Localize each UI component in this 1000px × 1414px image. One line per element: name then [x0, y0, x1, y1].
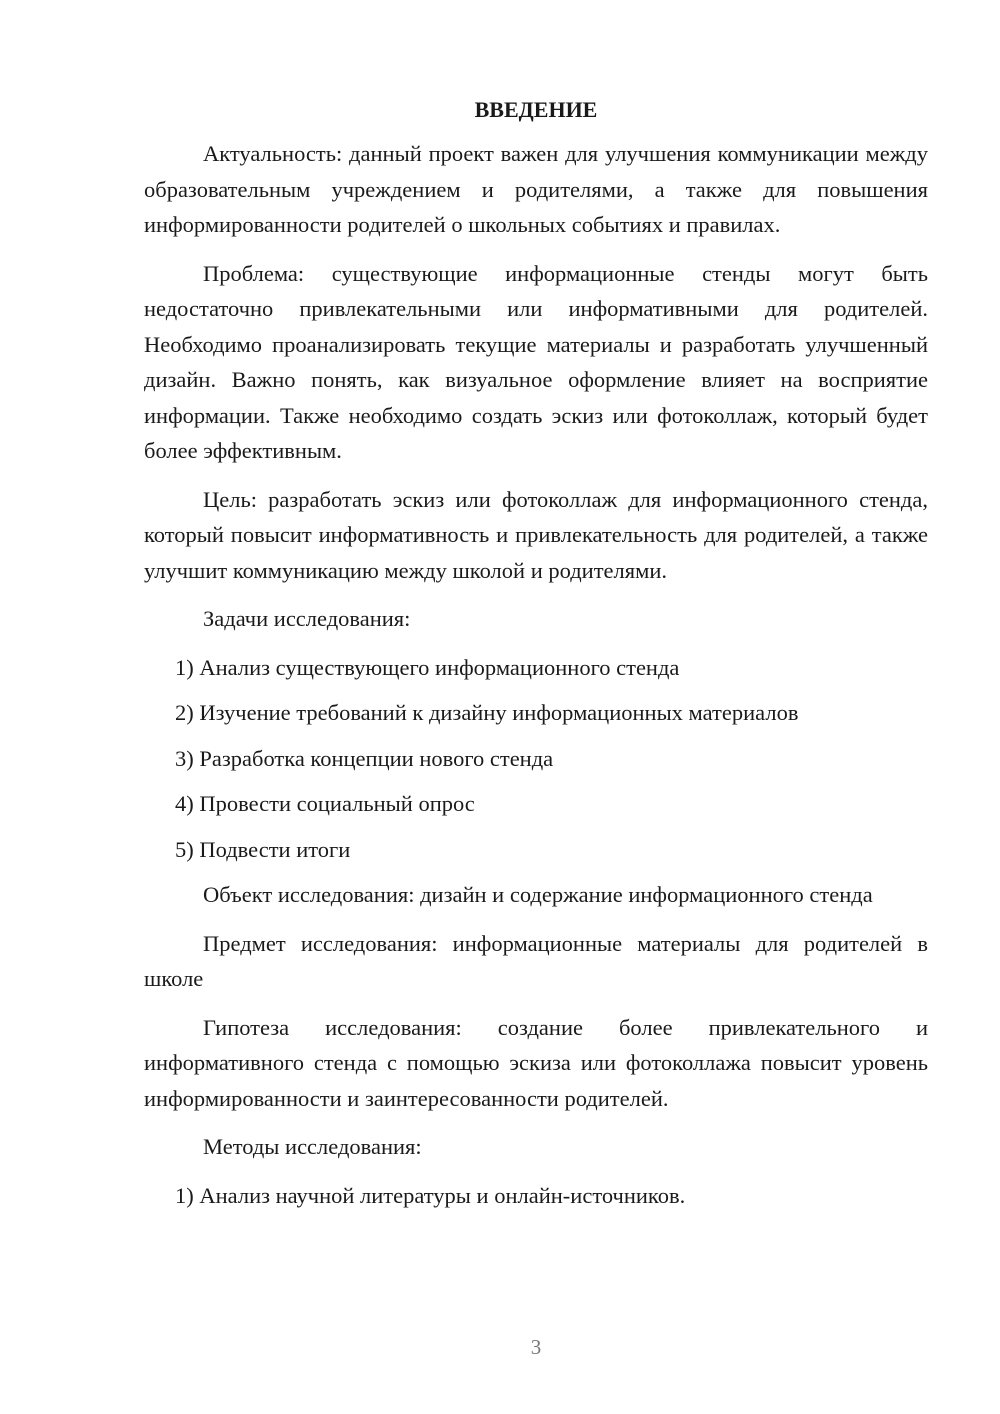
task-item: 1) Анализ существующего информационного стенда [175, 654, 680, 680]
hypothesis-paragraph: Гипотеза исследования: создание более привлекательного и информативного стенда с помощью эскиза или фотоколлажа повысит уровень информированности и заинтересованности родителей. [144, 1014, 928, 1111]
relevance-paragraph: Актуальность: данный проект важен для улучшения коммуникации между образовательным учреждением и родителями, а также для повышения информированности родителей о школьных событиях и правилах. [144, 141, 928, 237]
methods-list [144, 1178, 928, 1214]
tasks-heading: Задачи исследования: [203, 606, 411, 631]
subject-paragraph: Предмет исследования: информационные материалы для родителей в школе [144, 930, 928, 991]
goal-paragraph: Цель: разработать эскиз или фотоколлаж для информационного стенда, который повысит информативность и привлекательность для родителей, а также улучшит коммуникацию между школой и родителями. [144, 486, 928, 583]
method-item: 1) Анализ научной литературы и онлайн-источников. [175, 1182, 686, 1208]
tasks-list [144, 650, 928, 868]
methods-heading: Методы исследования: [203, 1134, 422, 1159]
task-item: 5) Подвести итоги [175, 836, 351, 862]
task-item: 4) Провести социальный опрос [175, 791, 475, 816]
object-paragraph: Объект исследования: дизайн и содержание информационного стенда [203, 882, 873, 907]
page-content [144, 92, 928, 1223]
task-item: 2) Изучение требований к дизайну информационных материалов [175, 700, 799, 725]
section-heading: ВВЕДЕНИЕ [474, 97, 598, 122]
page-number: 3 [530, 1335, 542, 1359]
problem-paragraph: Проблема: существующие информационные стенды могут быть недостаточно привлекательными или информативными для родителей. Необходимо проанализировать текущие материалы и разработать улучшенный дизайн. Важно понять, как визуальное оформление влияет на восприятие информации. Также необходимо создать эскиз или фотоколлаж, который будет более эффективным. [144, 260, 928, 463]
task-item: 3) Разработка концепции нового стенда [175, 745, 554, 771]
